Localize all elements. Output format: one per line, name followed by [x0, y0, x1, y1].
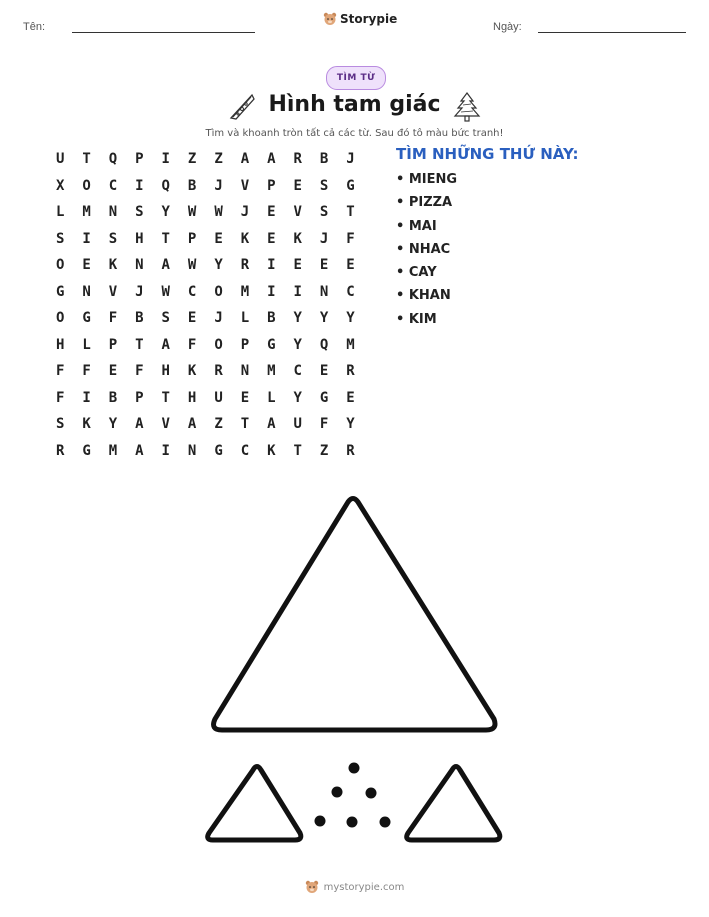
brand	[323, 12, 397, 26]
word-list-title: TÌM NHỮNG THỨ NÀY:	[396, 145, 579, 163]
grid-letter[interactable]: A	[240, 151, 250, 168]
grid-letter[interactable]: E	[187, 310, 197, 327]
grid-letter[interactable]: V	[240, 177, 250, 194]
word-item: • PIZZA	[396, 195, 453, 211]
grid-letter[interactable]: R	[214, 363, 223, 380]
grid-letter[interactable]: H	[55, 336, 65, 353]
grid-letter[interactable]: F	[108, 310, 118, 327]
grid-letter[interactable]: U	[214, 389, 223, 406]
grid-letter[interactable]: S	[55, 230, 65, 247]
grid-letter[interactable]: E	[267, 204, 276, 221]
grid-letter[interactable]: P	[135, 389, 144, 406]
grid-letter[interactable]: H	[161, 363, 170, 380]
grid-letter[interactable]: E	[346, 389, 355, 406]
grid-letter[interactable]: A	[267, 416, 276, 433]
grid-letter[interactable]: N	[82, 283, 91, 300]
grid-letter[interactable]: I	[293, 283, 302, 300]
grid-letter[interactable]: Z	[187, 151, 197, 168]
grid-letter[interactable]: T	[135, 336, 144, 353]
grid-letter[interactable]: E	[82, 257, 91, 274]
triangle-coloring-picture[interactable]	[205, 490, 505, 850]
grid-letter[interactable]: Z	[214, 416, 223, 433]
grid-letter[interactable]: N	[135, 257, 144, 274]
name-label: Tên:	[23, 21, 46, 33]
grid-letter[interactable]: T	[82, 151, 91, 168]
grid-letter[interactable]: Q	[161, 177, 170, 194]
grid-letter[interactable]: S	[319, 177, 329, 194]
grid-letter[interactable]: G	[82, 442, 91, 459]
small-triangle-right[interactable]	[407, 767, 500, 841]
grid-letter[interactable]: R	[293, 151, 302, 168]
grid-letter[interactable]: K	[267, 442, 276, 459]
grid-letter[interactable]: J	[135, 283, 144, 300]
grid-letter[interactable]: E	[240, 389, 250, 406]
grid-letter[interactable]: B	[187, 177, 197, 194]
grid-letter[interactable]: S	[135, 204, 144, 221]
grid-letter[interactable]: A	[135, 442, 144, 459]
grid-letter[interactable]: A	[161, 257, 170, 274]
grid-letter[interactable]: B	[135, 310, 144, 327]
grid-letter[interactable]: L	[240, 310, 250, 327]
footer-url[interactable]: mystorypie.com	[323, 881, 405, 893]
grid-letter[interactable]: E	[267, 230, 276, 247]
grid-letter[interactable]: U	[293, 416, 302, 433]
page-title: Hình tam giác	[268, 92, 441, 117]
grid-letter[interactable]: K	[108, 257, 118, 274]
grid-letter[interactable]: J	[214, 310, 223, 327]
grid-letter[interactable]: E	[214, 230, 223, 247]
grid-letter[interactable]: V	[108, 283, 118, 300]
grid-letter[interactable]: C	[240, 442, 250, 459]
grid-letter[interactable]: K	[293, 230, 302, 247]
grid-letter[interactable]: F	[135, 363, 144, 380]
grid-letter[interactable]: N	[187, 442, 197, 459]
grid-letter[interactable]: C	[293, 363, 302, 380]
grid-letter[interactable]: G	[82, 310, 91, 327]
grid-letter[interactable]: L	[82, 336, 91, 353]
small-triangle-left[interactable]	[208, 767, 301, 841]
grid-letter[interactable]: A	[267, 151, 276, 168]
grid-letter[interactable]: F	[55, 363, 65, 380]
grid-letter[interactable]: K	[82, 416, 91, 433]
grid-letter[interactable]: E	[319, 363, 329, 380]
grid-letter[interactable]: C	[187, 283, 197, 300]
grid-letter[interactable]: H	[187, 389, 197, 406]
grid-letter[interactable]: J	[240, 204, 250, 221]
grid-letter[interactable]: E	[346, 257, 355, 274]
grid-letter[interactable]: M	[267, 363, 276, 380]
grid-letter[interactable]: A	[135, 416, 144, 433]
grid-letter[interactable]: U	[55, 151, 65, 168]
grid-letter[interactable]: R	[55, 442, 65, 459]
large-triangle[interactable]	[214, 499, 495, 731]
name-line[interactable]	[72, 32, 255, 33]
grid-letter[interactable]: S	[319, 204, 329, 221]
grid-letter[interactable]: T	[240, 416, 250, 433]
grid-letter[interactable]: L	[267, 389, 276, 406]
grid-letter[interactable]: I	[161, 442, 170, 459]
word-item: • CAY	[396, 265, 437, 281]
grid-letter[interactable]: E	[108, 363, 118, 380]
grid-letter[interactable]: Q	[108, 151, 118, 168]
footer	[0, 880, 709, 894]
grid-letter[interactable]: M	[346, 336, 355, 353]
grid-letter[interactable]: T	[293, 442, 302, 459]
grid-letter[interactable]: E	[293, 257, 302, 274]
grid-letter[interactable]: B	[319, 151, 329, 168]
grid-letter[interactable]: F	[82, 363, 91, 380]
grid-letter[interactable]: Y	[346, 310, 355, 327]
grid-letter[interactable]: G	[319, 389, 329, 406]
grid-letter[interactable]: O	[214, 336, 223, 353]
grid-letter[interactable]: C	[346, 283, 355, 300]
grid-letter[interactable]: P	[135, 151, 144, 168]
grid-letter[interactable]: Y	[293, 336, 302, 353]
grid-letter[interactable]: R	[346, 442, 355, 459]
grid-letter[interactable]: Y	[319, 310, 329, 327]
grid-letter[interactable]: Y	[108, 416, 118, 433]
grid-letter[interactable]: I	[267, 283, 276, 300]
word-search-grid[interactable]	[47, 146, 364, 464]
grid-letter[interactable]: A	[161, 336, 170, 353]
grid-letter[interactable]: Y	[346, 416, 355, 433]
grid-letter[interactable]: M	[240, 283, 250, 300]
grid-letter[interactable]: S	[55, 416, 65, 433]
category-tag: TÌM TỪ	[326, 66, 386, 90]
grid-letter[interactable]: T	[346, 204, 355, 221]
grid-letter[interactable]: O	[55, 310, 65, 327]
grid-letter[interactable]: F	[55, 389, 65, 406]
grid-letter[interactable]: K	[240, 230, 250, 247]
word-list	[396, 171, 457, 334]
word-item: • MAI	[396, 218, 437, 234]
grid-letter[interactable]: W	[214, 204, 223, 221]
grid-letter[interactable]: T	[161, 389, 170, 406]
date-label: Ngày:	[493, 21, 522, 33]
grid-letter[interactable]: Y	[161, 204, 170, 221]
storypie-bear-icon	[323, 12, 337, 26]
grid-letter[interactable]: Q	[319, 336, 329, 353]
word-item: • KHAN	[396, 288, 451, 304]
grid-letter[interactable]: E	[319, 257, 329, 274]
grid-letter[interactable]: W	[187, 257, 197, 274]
grid-letter[interactable]: E	[293, 177, 302, 194]
grid-letter[interactable]: M	[82, 204, 91, 221]
storypie-bear-icon	[305, 880, 319, 894]
grid-letter[interactable]: B	[267, 310, 276, 327]
grid-letter[interactable]: C	[108, 177, 118, 194]
grid-letter[interactable]: J	[346, 151, 355, 168]
grid-letter[interactable]: R	[240, 257, 250, 274]
grid-letter[interactable]: I	[161, 151, 170, 168]
grid-letter[interactable]: N	[319, 283, 329, 300]
grid-letter[interactable]: F	[187, 336, 197, 353]
grid-letter[interactable]: G	[55, 283, 65, 300]
grid-letter[interactable]: I	[135, 177, 144, 194]
instructions: Tìm và khoanh tròn tất cả các từ. Sau đó tô màu bức tranh!	[205, 128, 504, 139]
grid-letter[interactable]: P	[240, 336, 250, 353]
word-item: • NHAC	[396, 241, 451, 257]
grid-letter[interactable]: M	[108, 442, 118, 459]
word-item: • MIENG	[396, 172, 458, 187]
grid-letter[interactable]: G	[346, 177, 355, 194]
grid-letter[interactable]: S	[108, 230, 118, 247]
grid-letter[interactable]: S	[161, 310, 170, 327]
grid-letter[interactable]: Z	[214, 151, 223, 168]
pine-tree-icon	[453, 91, 481, 123]
grid-letter[interactable]: F	[346, 230, 355, 247]
grid-letter[interactable]: B	[108, 389, 118, 406]
grid-letter[interactable]: I	[267, 257, 276, 274]
grid-letter[interactable]: X	[55, 177, 65, 194]
grid-letter[interactable]: H	[135, 230, 144, 247]
grid-letter[interactable]: P	[108, 336, 118, 353]
dot-triangle	[315, 763, 391, 828]
grid-letter[interactable]: I	[82, 389, 91, 406]
grid-letter[interactable]: V	[293, 204, 302, 221]
grid-letter[interactable]: G	[267, 336, 276, 353]
grid-letter[interactable]: Y	[214, 257, 223, 274]
grid-letter[interactable]: P	[267, 177, 276, 194]
grid-letter[interactable]: O	[214, 283, 223, 300]
date-line[interactable]	[538, 32, 686, 33]
brand-name: Storypie	[340, 12, 398, 26]
grid-letter[interactable]: Z	[319, 442, 329, 459]
grid-letter[interactable]: P	[187, 230, 197, 247]
grid-letter[interactable]: W	[187, 204, 197, 221]
grid-letter[interactable]: N	[108, 204, 118, 221]
grid-letter[interactable]: O	[55, 257, 65, 274]
grid-letter[interactable]: I	[82, 230, 91, 247]
grid-letter[interactable]: F	[319, 416, 329, 433]
grid-letter[interactable]: R	[346, 363, 355, 380]
grid-letter[interactable]: N	[240, 363, 250, 380]
grid-letter[interactable]: V	[161, 416, 170, 433]
word-item: • KIM	[396, 311, 437, 327]
grid-letter[interactable]: L	[55, 204, 65, 221]
grid-letter[interactable]: J	[214, 177, 223, 194]
grid-letter[interactable]: J	[319, 230, 329, 247]
grid-letter[interactable]: G	[214, 442, 223, 459]
grid-letter[interactable]: K	[187, 363, 197, 380]
grid-letter[interactable]: W	[161, 283, 170, 300]
grid-letter[interactable]: A	[187, 416, 197, 433]
grid-letter[interactable]: Y	[293, 310, 302, 327]
grid-letter[interactable]: T	[161, 230, 170, 247]
grid-letter[interactable]: O	[82, 177, 91, 194]
grid-letter[interactable]: Y	[293, 389, 302, 406]
